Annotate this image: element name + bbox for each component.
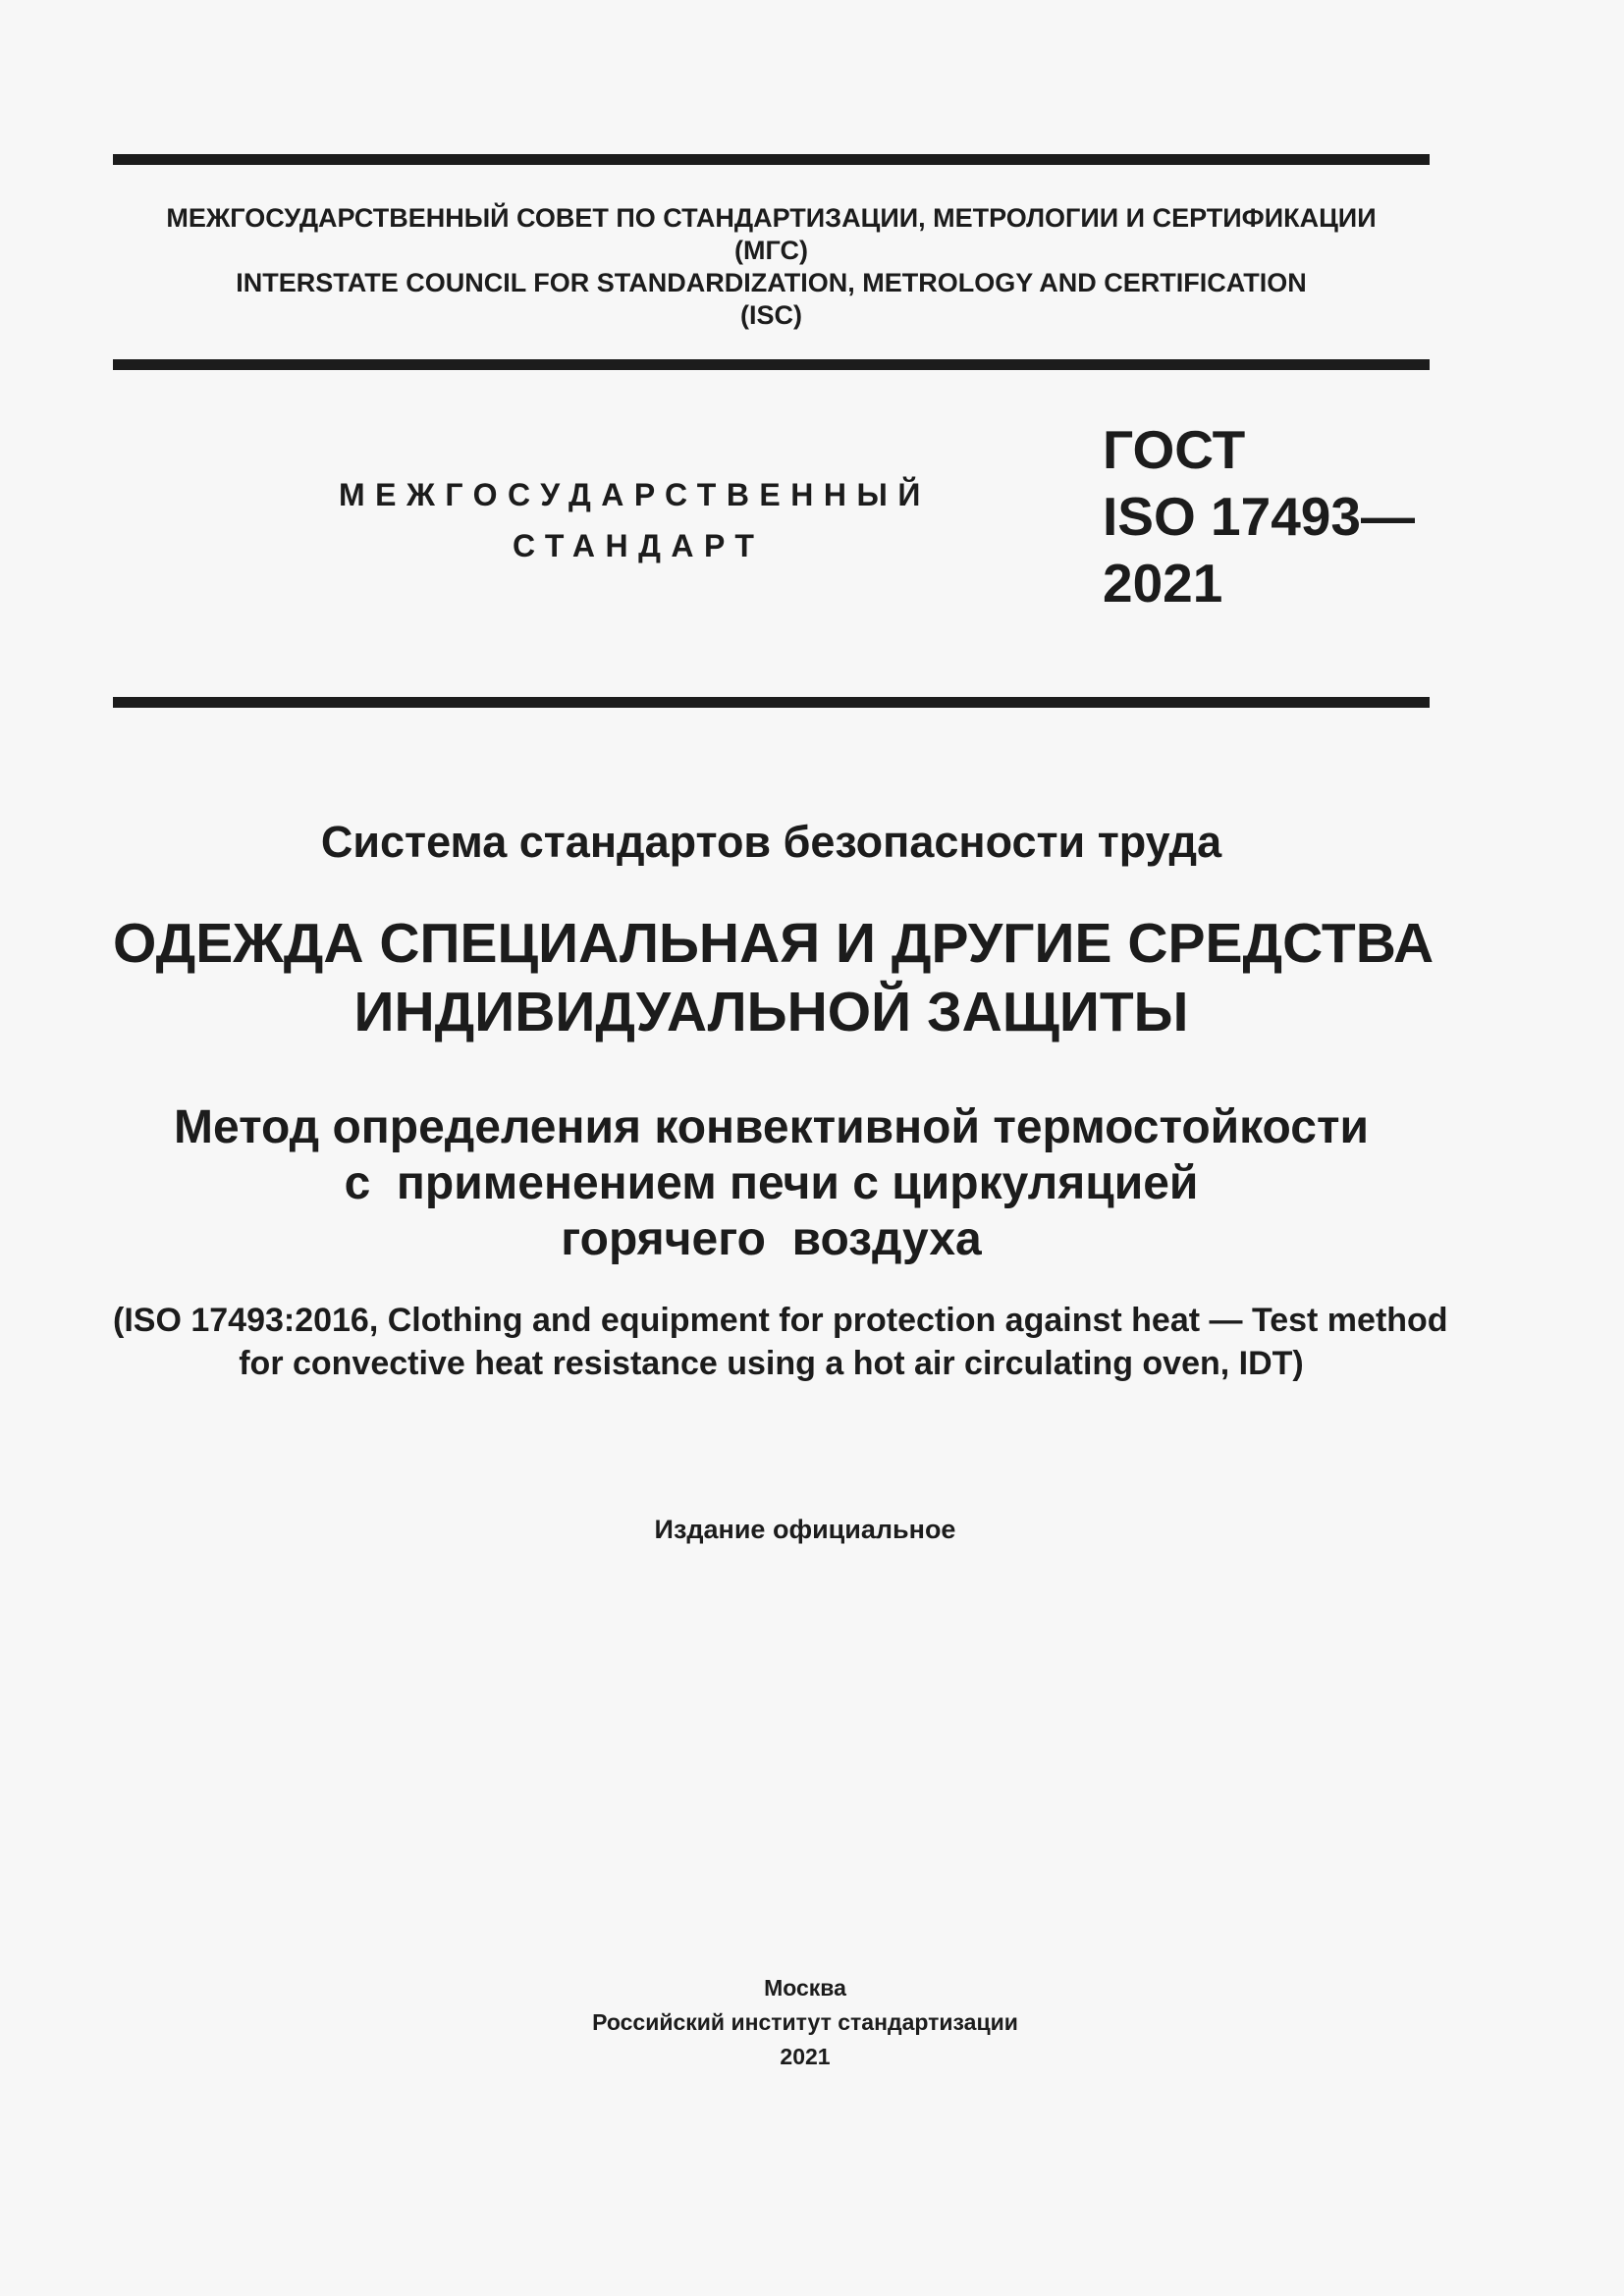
council-abbr-ru: (МГС)	[734, 236, 808, 265]
designation-line-2: ISO 17493—	[1103, 486, 1415, 547]
subtitle-line-1: Метод определения конвективной термостойкости	[174, 1101, 1369, 1153]
standard-designation	[1103, 416, 1415, 616]
edition-note: Издание официальное	[654, 1515, 956, 1544]
subtitle	[113, 1099, 1430, 1267]
header-bottom-rule	[113, 697, 1430, 708]
main-title-line-2: ИНДИВИДУАЛЬНОЙ ЗАЩИТЫ	[353, 981, 1189, 1043]
subtitle-line-3: горячего воздуха	[561, 1213, 982, 1265]
imprint-year: 2021	[780, 2044, 831, 2069]
subtitle-line-2: с применением печи с циркуляцией	[344, 1157, 1199, 1209]
council-name-ru: МЕЖГОСУДАРСТВЕННЫЙ СОВЕТ ПО СТАНДАРТИЗАЦИИ, МЕТРОЛОГИИ И СЕРТИФИКАЦИИ	[166, 203, 1377, 233]
designation-line-3: 2021	[1103, 553, 1223, 614]
imprint-publisher: Российский институт стандартизации	[592, 2009, 1018, 2035]
iso-reference-line-1: (ISO 17493:2016, Clothing and equipment for protection against heat — Test method	[113, 1302, 1448, 1339]
imprint	[113, 1971, 1497, 2074]
series-title: Система стандартов безопасности труда	[320, 817, 1222, 867]
main-title	[113, 909, 1435, 1046]
standard-type-line-2: СТАНДАРТ	[513, 528, 765, 563]
council-bottom-rule	[113, 359, 1430, 370]
main-title-line-1: ОДЕЖДА СПЕЦИАЛЬНАЯ И ДРУГИЕ СРЕДСТВА	[113, 912, 1435, 975]
council-name-en: INTERSTATE COUNCIL FOR STANDARDIZATION, METROLOGY AND CERTIFICATION	[236, 268, 1307, 297]
council-abbr-en: (ISC)	[740, 300, 802, 330]
imprint-city: Москва	[764, 1975, 846, 2001]
council-header	[113, 202, 1430, 332]
top-rule	[113, 154, 1430, 165]
standard-type-line-1: МЕЖГОСУДАРСТВЕННЫЙ	[339, 477, 931, 512]
designation-line-1: ГОСТ	[1103, 419, 1246, 480]
iso-reference	[113, 1299, 1448, 1385]
iso-reference-line-2: for convective heat resistance using a hot air circulating oven, IDT)	[239, 1345, 1304, 1382]
